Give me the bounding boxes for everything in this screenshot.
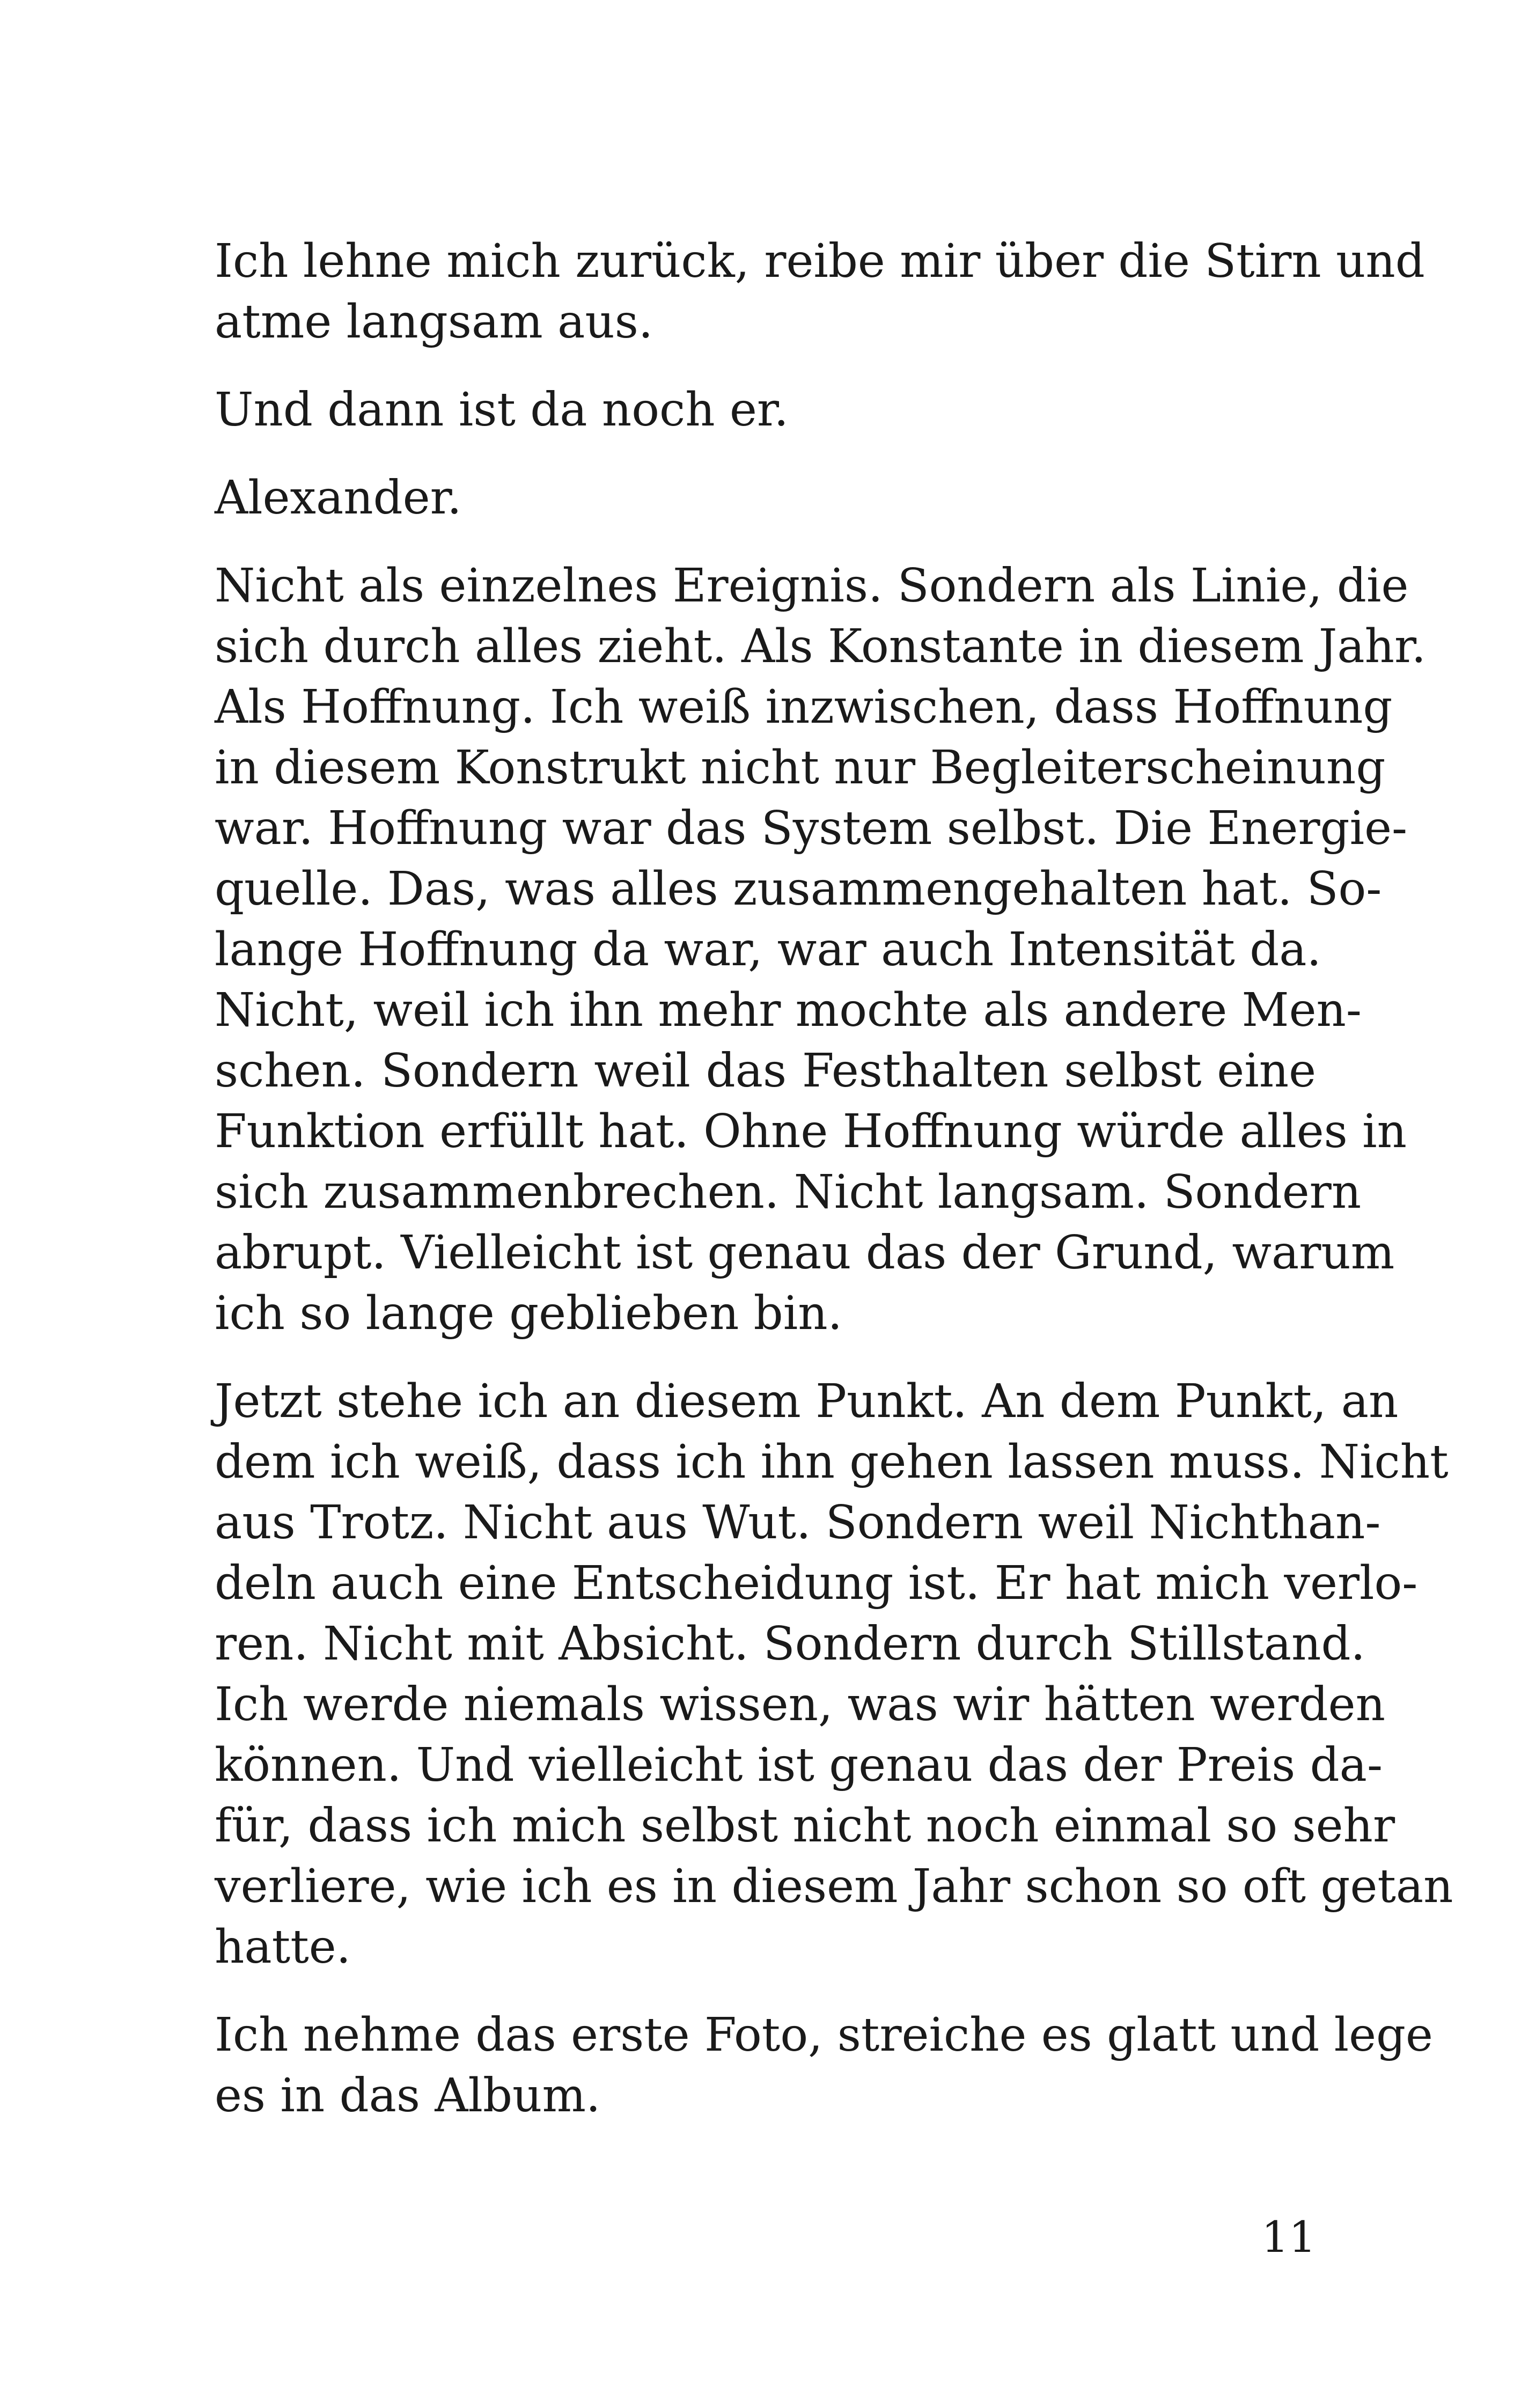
paragraph-4	[215, 556, 1427, 1344]
text-line: in diesem Konstrukt nicht nur Begleiterscheinung	[215, 741, 1386, 795]
text-line: ren. Nicht mit Absicht. Sondern durch Stillstand.	[215, 1617, 1365, 1671]
paragraph-2	[215, 380, 1316, 441]
text-line: war. Hoffnung war das System selbst. Die Energie-	[215, 802, 1408, 855]
text-line: abrupt. Vielleicht ist genau das der Grund, warum	[215, 1226, 1395, 1280]
text-line: Funktion erfüllt hat. Ohne Hoffnung würde alles in	[215, 1105, 1407, 1158]
paragraph-5	[215, 1371, 1453, 1978]
text-line: hatte.	[215, 1920, 351, 1974]
text-line: sich zusammenbrechen. Nicht langsam. Sondern	[215, 1165, 1362, 1219]
text-line: Als Hoffnung. Ich weiß inzwischen, dass Hoffnung	[215, 680, 1393, 734]
text-line: Ich werde niemals wissen, was wir hätten werden	[215, 1678, 1385, 1731]
text-line: Ich lehne mich zurück, reibe mir über die Stirn und	[215, 234, 1425, 288]
text-line: verliere, wie ich es in diesem Jahr schon so oft getan	[215, 1860, 1453, 1913]
paragraph-3	[215, 468, 1316, 528]
text-line: deln auch eine Entscheidung ist. Er hat mich verlo-	[215, 1557, 1418, 1610]
text-line: Ich nehme das erste Foto, streiche es glatt und lege	[215, 2008, 1433, 2062]
text-line: Jetzt stehe ich an diesem Punkt. An dem Punkt, an	[215, 1375, 1399, 1428]
text-line: für, dass ich mich selbst nicht noch einmal so sehr	[215, 1799, 1395, 1853]
text-line: Nicht, weil ich ihn mehr mochte als andere Men-	[215, 983, 1362, 1037]
text-line: schen. Sondern weil das Festhalten selbst eine	[215, 1044, 1316, 1098]
text-line: atme langsam aus.	[215, 295, 653, 349]
text-line: können. Und vielleicht ist genau das der Preis da-	[215, 1738, 1383, 1792]
text-line: aus Trotz. Nicht aus Wut. Sondern weil Nichthan-	[215, 1496, 1381, 1550]
body-text	[215, 231, 1453, 2126]
text-line: Nicht als einzelnes Ereignis. Sondern als Linie, die	[215, 559, 1409, 613]
text-line: lange Hoffnung da war, war auch Intensität da.	[215, 923, 1321, 977]
text-line: Alexander.	[215, 471, 462, 525]
text-line: Und dann ist da noch er.	[215, 383, 789, 437]
paragraph-6	[215, 2005, 1433, 2126]
text-line: ich so lange geblieben bin.	[215, 1287, 842, 1340]
text-line: sich durch alles zieht. Als Konstante in diesem Jahr.	[215, 620, 1427, 673]
text-line: es in das Album.	[215, 2069, 601, 2123]
paragraph-1	[215, 231, 1425, 353]
page-number: 11	[1261, 2212, 1316, 2262]
text-line: dem ich weiß, dass ich ihn gehen lassen muss. Nicht	[215, 1435, 1449, 1489]
text-line: quelle. Das, was alles zusammengehalten hat. So-	[215, 862, 1382, 916]
